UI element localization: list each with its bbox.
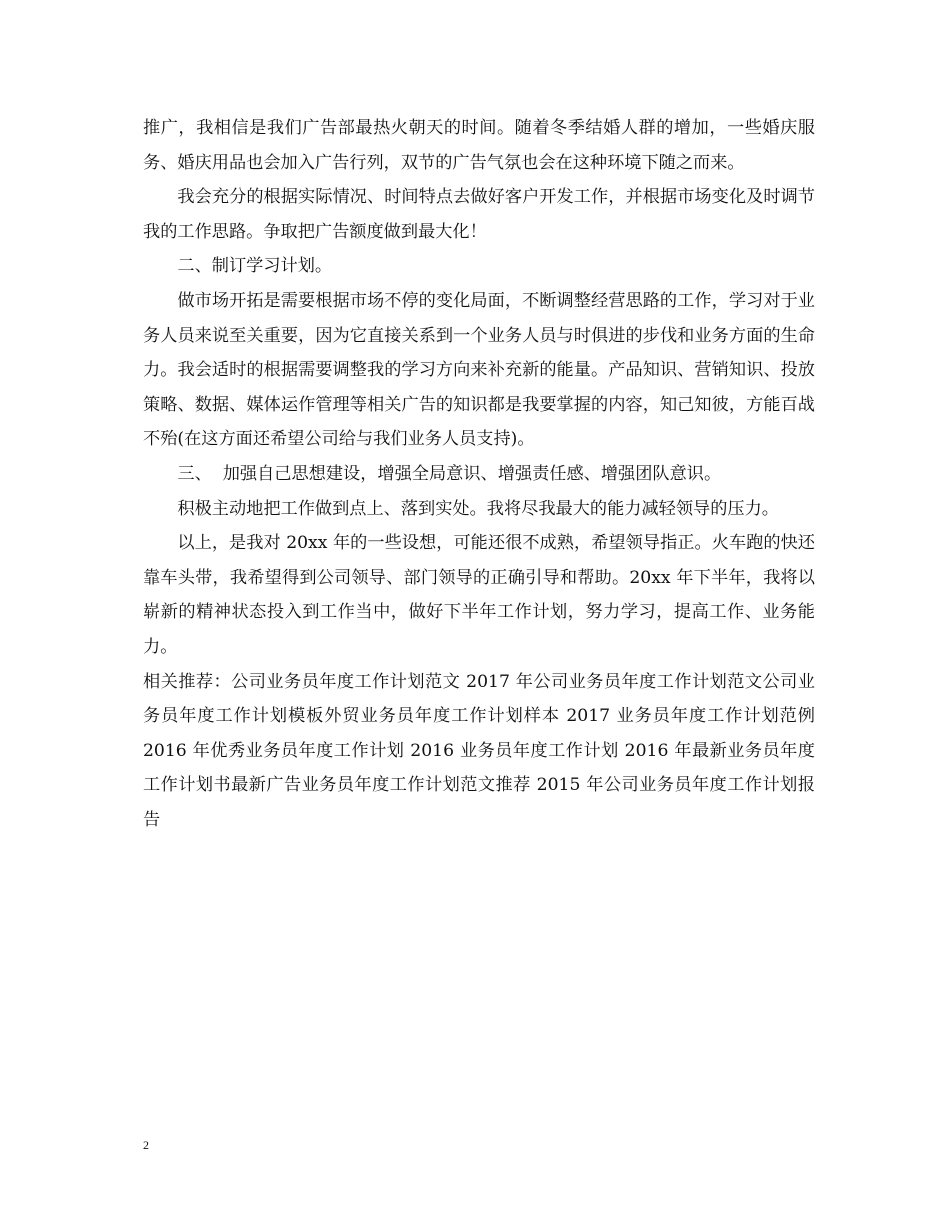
- page-number: 2: [143, 1138, 149, 1152]
- paragraph-client-development: 我会充分的根据实际情况、时间特点去做好客户开发工作，并根据市场变化及时调节我的工作思路。争取把广告额度做到最大化！: [143, 187, 815, 242]
- paragraph-continuation: 推广，我相信是我们广告部最热火朝天的时间。随着冬季结婚人群的增加，一些婚庆服务、婚庆用品也会加入广告行列，双节的广告气氛也会在这种环境下随之而来。: [143, 118, 815, 173]
- section-heading-ideology: 三、 加强自己思想建设，增强全局意识、增强责任感、增强团队意识。: [177, 463, 722, 484]
- document-body: [143, 111, 815, 837]
- paragraph-initiative: 积极主动地把工作做到点上、落到实处。我将尽我最大的能力减轻领导的压力。: [177, 498, 779, 519]
- paragraph-conclusion: 以上，是我对 20xx 年的一些设想，可能还很不成熟，希望领导指正。火车跑的快还靠车头带，我希望得到公司领导、部门领导的正确引导和帮助。20xx 年下半年，我将以崭新的精神状态投入到工作当中，做好下半年工作计划，努力学习，提高工作、业务能力。: [143, 533, 815, 657]
- section-heading-study-plan: 二、制订学习计划。: [177, 256, 333, 277]
- related-recommendations: 相关推荐：公司业务员年度工作计划范文 2017 年公司业务员年度工作计划范文公司业务员年度工作计划模板外贸业务员年度工作计划样本 2017 业务员年度工作计划范例 2016 年优秀业务员年度工作计划 2016 业务员年度工作计划 2016 年最新业务员年度工作计划书最新广告业务员年度工作计划范文推荐 2015 年公司业务员年度工作计划报告: [143, 671, 815, 830]
- paragraph-study-plan: 做市场开拓是需要根据市场不停的变化局面，不断调整经营思路的工作，学习对于业务人员来说至关重要，因为它直接关系到一个业务人员与时俱进的步伐和业务方面的生命力。我会适时的根据需要调整我的学习方向来补充新的能量。产品知识、营销知识、投放策略、数据、媒体运作管理等相关广告的知识都是我要掌握的内容，知己知彼，方能百战不殆(在这方面还希望公司给与我们业务人员支持)。: [143, 290, 815, 450]
